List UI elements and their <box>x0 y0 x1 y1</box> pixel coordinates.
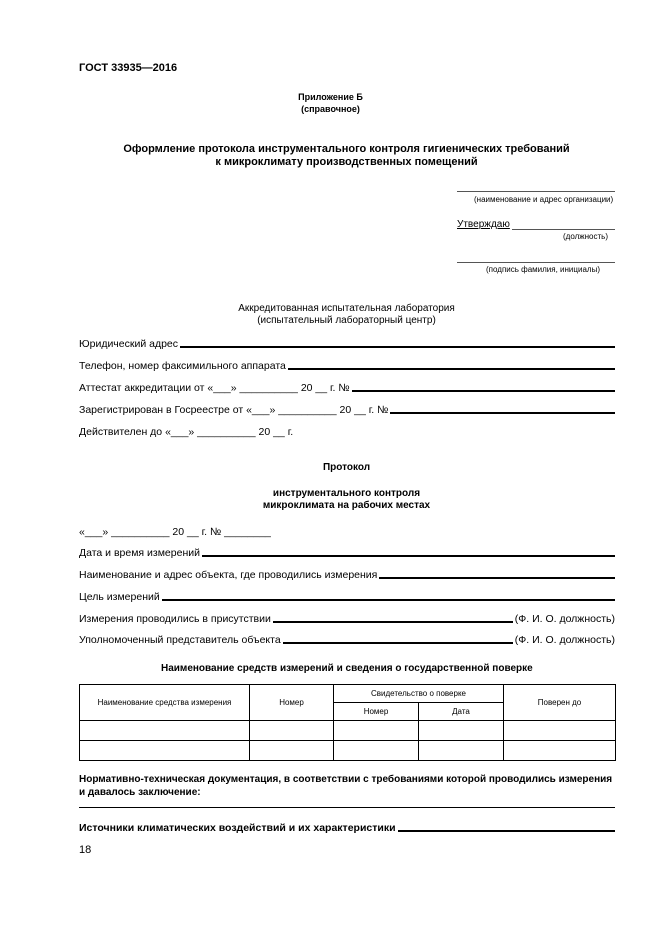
purpose-line <box>162 599 615 601</box>
table-row <box>80 741 616 761</box>
col-name-header: Наименование средства измерения <box>80 685 250 721</box>
page-number: 18 <box>79 844 92 856</box>
registry-line <box>390 412 615 414</box>
col-verified-header: Поверен до <box>504 685 616 721</box>
appendix-title: Приложение Б <box>298 92 363 102</box>
table-row <box>80 721 616 741</box>
doc-title-line1: Оформление протокола инструментального контроля гигиенических требований <box>123 143 570 155</box>
table-cell <box>250 741 334 761</box>
protocol-title: Протокол <box>322 462 371 473</box>
sources-field <box>79 820 615 834</box>
approve-label: Утверждаю <box>457 219 510 230</box>
col-certificate-header: Свидетельство о поверке <box>334 685 504 703</box>
col-number-header: Номер <box>250 685 334 721</box>
sources-label: Источники климатических воздействий и их характеристики <box>79 822 396 834</box>
table-cell <box>80 741 250 761</box>
object-address-line <box>379 577 615 579</box>
table-cell <box>419 721 504 741</box>
phone-line <box>288 368 615 370</box>
instruments-table <box>79 684 616 761</box>
col-cert-number-header: Номер <box>334 703 419 721</box>
registry-field <box>79 402 615 416</box>
protocol-subtitle2: микроклимата на рабочих местах <box>262 500 431 511</box>
signature-caption: (подпись фамилия, инициалы) <box>486 265 600 274</box>
registry-label: Зарегистрирован в Госреестре от «___» __________ 20 __ г. № <box>79 404 389 416</box>
accreditation-label: Аттестат аккредитации от «___» __________ 20 __ г. № <box>79 382 350 394</box>
phone-label: Телефон, номер факсимильного аппарата <box>79 360 286 372</box>
valid-until-label: Действителен до «___» __________ 20 __ г. <box>79 426 294 438</box>
legal-address-line <box>180 346 615 348</box>
table-cell <box>250 721 334 741</box>
table-cell <box>504 721 616 741</box>
measure-datetime-label: Дата и время измерений <box>79 547 200 559</box>
instruments-heading: Наименование средств измерений и сведения о государственной поверке <box>161 663 533 674</box>
appendix-subtitle: (справочное) <box>301 104 360 114</box>
presence-field <box>79 611 615 625</box>
lab-title: Аккредитованная испытательная лаборатория <box>238 303 455 314</box>
table-cell <box>504 741 616 761</box>
table-cell <box>334 721 419 741</box>
org-caption: (наименование и адрес организации) <box>474 195 614 204</box>
measure-datetime-line <box>202 555 615 557</box>
object-address-label: Наименование и адрес объекта, где проводились измерения <box>79 569 378 581</box>
table-cell <box>419 741 504 761</box>
signature-line <box>457 262 615 263</box>
object-address-field <box>79 567 615 581</box>
protocol-subtitle1: инструментального контроля <box>272 488 421 499</box>
representative-field <box>79 632 615 646</box>
presence-line <box>273 621 513 623</box>
col-cert-date-header: Дата <box>419 703 504 721</box>
position-caption: (должность) <box>563 232 608 241</box>
table-cell <box>80 721 250 741</box>
legal-address-field <box>79 336 615 350</box>
normative-line <box>79 807 615 808</box>
org-line <box>457 191 615 192</box>
standard-code: ГОСТ 33935—2016 <box>79 62 178 74</box>
accreditation-field <box>79 380 615 394</box>
normative-text2: и давалось заключение: <box>79 787 201 798</box>
accreditation-line <box>352 390 615 392</box>
representative-line <box>283 642 513 644</box>
table-cell <box>334 741 419 761</box>
representative-label: Уполномоченный представитель объекта <box>79 634 281 646</box>
lab-subtitle: (испытательный лабораторный центр) <box>257 315 436 326</box>
doc-title-line2: к микроклимату производственных помещений <box>215 156 478 168</box>
protocol-date-field <box>79 524 615 538</box>
presence-suffix: (Ф. И. О. должность) <box>514 613 615 625</box>
valid-until-field <box>79 424 615 438</box>
sources-line <box>398 830 615 832</box>
measure-datetime-field <box>79 545 615 559</box>
position-line <box>512 229 615 230</box>
purpose-label: Цель измерений <box>79 591 160 603</box>
phone-field <box>79 358 615 372</box>
normative-text1: Нормативно-техническая документация, в соответствии с требованиями которой проводились измерения <box>79 774 613 785</box>
purpose-field <box>79 589 615 603</box>
protocol-date-label: «___» __________ 20 __ г. № ________ <box>79 526 271 538</box>
representative-suffix: (Ф. И. О. должность) <box>514 634 615 646</box>
legal-address-label: Юридический адрес <box>79 338 179 350</box>
presence-label: Измерения проводились в присутствии <box>79 613 271 625</box>
